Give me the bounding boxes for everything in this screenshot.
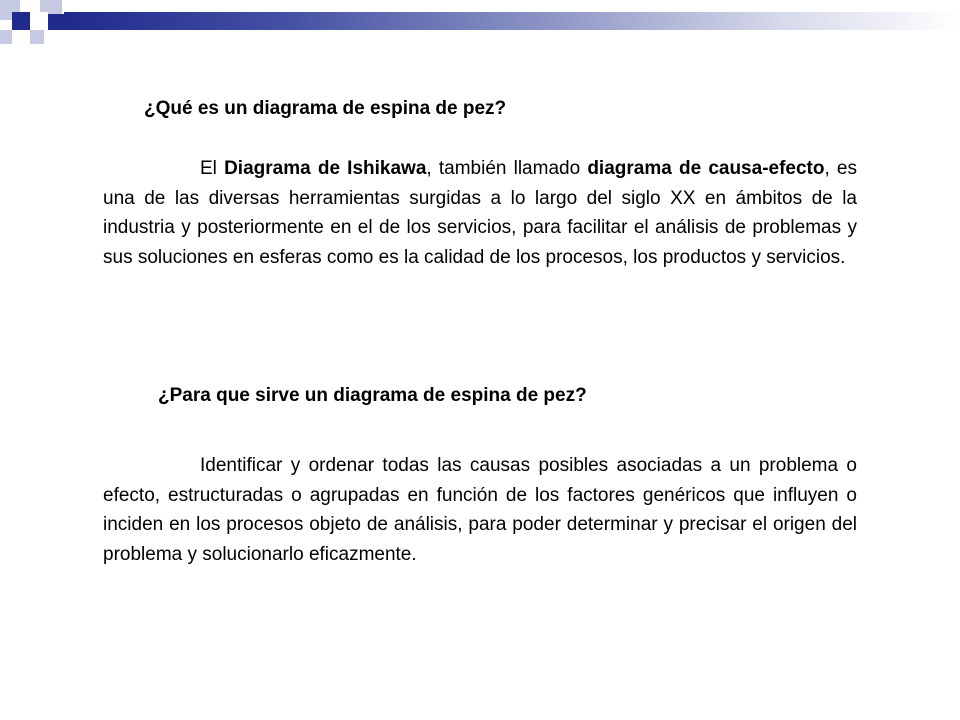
decor-square [0, 30, 12, 44]
decor-square [30, 30, 44, 44]
paragraph-text: El [200, 158, 225, 179]
section-2-heading: ¿Para que sirve un diagrama de espina de pez? [158, 385, 587, 406]
decor-square [48, 14, 64, 30]
section-1-paragraph [103, 154, 857, 272]
section-2-paragraph: Identificar y ordenar todas las causas posibles asociadas a un problema o efecto, estructuradas o agrupadas en función de los factores genéricos que influyen o inciden en los procesos objeto de análisis, para poder determinar y precisar el origen del problema y solucionarlo eficazmente. [103, 455, 857, 565]
header-gradient-bar [64, 12, 960, 30]
decor-square [12, 12, 30, 30]
section-1-heading: ¿Qué es un diagrama de espina de pez? [144, 98, 507, 119]
paragraph-bold-term: Diagrama de Ishikawa [224, 158, 427, 179]
header-decoration [0, 0, 960, 60]
paragraph-bold-term: diagrama de causa-efecto [587, 158, 825, 179]
decor-square [30, 12, 48, 30]
paragraph-text: , es una de las diversas herramientas surgidas a lo largo del siglo XX en ámbitos de la industria y posteriormente en el de los servicios, para facilitar el análisis de problemas y sus soluciones en esferas como es la calidad de los procesos, los productos y servicios. [103, 158, 857, 268]
paragraph-text: , también llamado [426, 158, 588, 179]
